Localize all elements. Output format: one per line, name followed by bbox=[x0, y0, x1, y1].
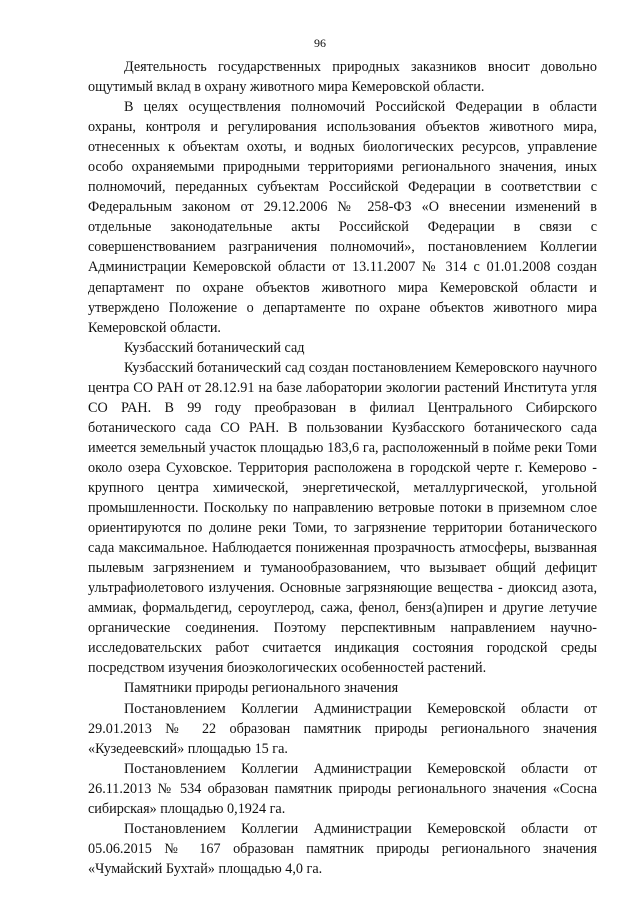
section-heading: Памятники природы регионального значения bbox=[124, 680, 399, 697]
page-number: 96 bbox=[314, 36, 326, 50]
paragraph: Деятельность государственных природных заказников вносит довольно ощутимый вклад в охрану животного мира Кемеровской области. bbox=[88, 59, 597, 96]
paragraph: Постановлением Коллегии Администрации Кемеровской области от 29.01.2013 № 22 образован памятник природы регионального значения «Кузедеевский» площадью 15 га. bbox=[88, 700, 597, 757]
paragraph: В целях осуществления полномочий Российской Федерации в области охраны, контроля и регулирования использования объектов животного мира, отнесенных к объектам охоты, и водных биологических ресурсов, управление особо охраняемыми природными территориями регионального значения, иных полномочий, переданных субъектам Российской Федерации в соответствии с Федеральным законом от 29.12.2006 № 258-ФЗ «О внесении изменений в отдельные законодательные акты Российской Федерации в связи с совершенствованием разграничения полномочий», постановлением Коллегии Администрации Кемеровской области от 13.11.2007 № 314 с 01.01.2008 создан департамент по охране объектов животного мира Кемеровской области и утверждено Положение о департаменте по охране объектов животного мира Кемеровской области. bbox=[88, 99, 597, 336]
section-heading: Кузбасский ботанический сад bbox=[124, 339, 305, 356]
document-body bbox=[88, 57, 597, 879]
paragraph: Постановлением Коллегии Администрации Кемеровской области от 26.11.2013 № 534 образован памятник природы регионального значения «Сосна сибирская» площадью 0,1924 га. bbox=[88, 760, 597, 817]
paragraph: Постановлением Коллегии Администрации Кемеровской области от 05.06.2015 № 167 образован памятник природы регионального значения «Чумайский Бухтай» площадью 4,0 га. bbox=[88, 820, 597, 877]
paragraph: Кузбасский ботанический сад создан постановлением Кемеровского научного центра СО РАН от 28.12.91 на базе лаборатории экологии растений Института угля СО РАН. В 99 году преобразован в филиал Центрального Сибирского ботанического сада СО РАН. В пользовании Кузбасского ботанического сада имеется земельный участок площадью 183,6 га, расположенный в пойме реки Томи около озера Суховское. Территория расположена в городской черте г. Кемерово - крупного центра химической, энергетической, металлургической, угольной промышленности. Поскольку по направлению ветровые потоки в приземном слое ориентируются по долине реки Томи, то загрязнение территории ботанического сада максимальное. Наблюдается пониженная прозрачность атмосферы, вызванная пылевым загрязнением и туманообразованием, что вызывает общий дефицит ультрафиолетового излучения. Основные загрязняющие вещества - диоксид азота, аммиак, формальдегид, сероуглерод, сажа, фенол, бенз(а)пирен и другие летучие органические соединения. Поэтому перспективным направлением научно-исследовательских работ считается индикация состояния городской среды посредством изучения биоэкологических особенностей растений. bbox=[88, 359, 597, 677]
